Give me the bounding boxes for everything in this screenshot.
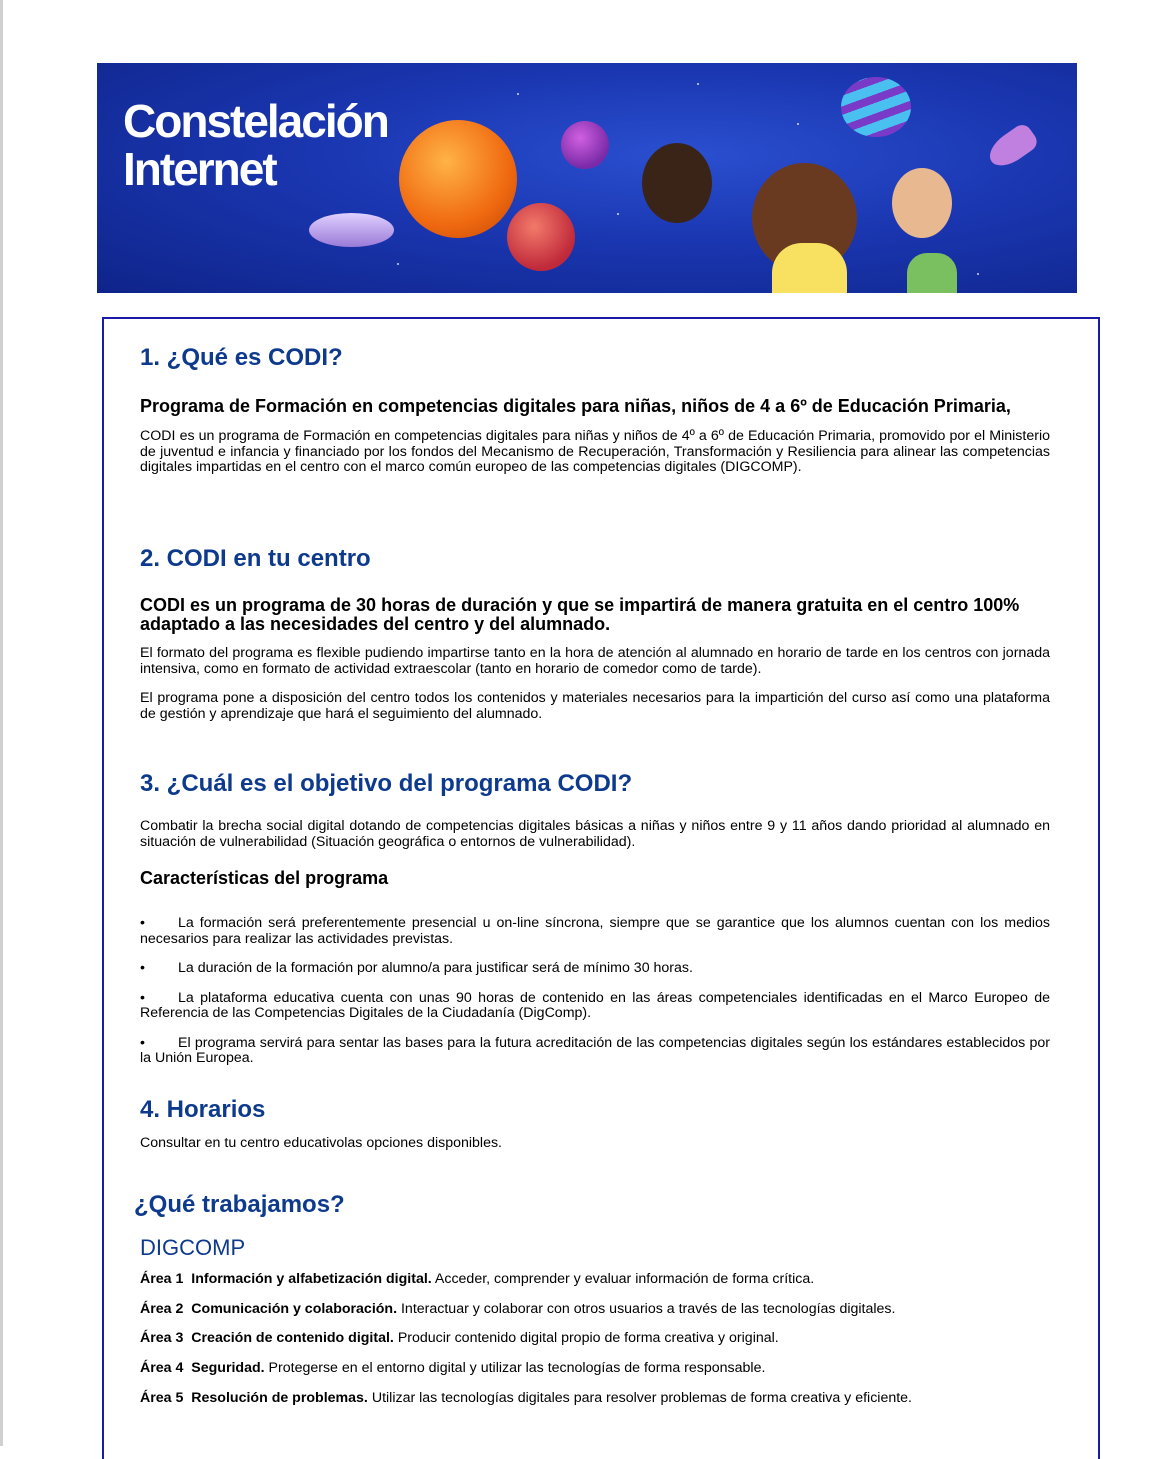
area-item: Área 4 Seguridad. Protegerse en el entorno digital y utilizar las tecnologías de forma responsable. <box>140 1360 766 1376</box>
section-2-paragraph: El programa pone a disposición del centro todos los contenidos y materiales necesarios para la impartición del curso así como una plataforma de gestión y aprendizaje que hará el seguimiento del alumnado. <box>140 690 1050 722</box>
area-item: Área 2 Comunicación y colaboración. Interactuar y colaborar con otros usuarios a través de las tecnologías digitales. <box>140 1301 896 1317</box>
characteristics-heading: Características del programa <box>140 868 389 888</box>
list-item: • La plataforma educativa cuenta con unas 90 horas de contenido en las áreas competenciales identificadas en el Marco Europeo de Referencia de las Competencias Digitales de la Ciudadanía (DigComp). <box>140 989 1050 1021</box>
area-item: Área 3 Creación de contenido digital. Producir contenido digital propio de forma creativa y original. <box>140 1330 779 1346</box>
list-item: • La duración de la formación por alumno/a para justificar será de mínimo 30 horas. <box>140 960 693 976</box>
list-item: • La formación será preferentemente presencial u on-line síncrona, siempre que se garantice que los alumnos cuentan con los medios necesarios para realizar las actividades previstas. <box>140 915 1050 947</box>
striped-planet-illustration <box>841 77 911 137</box>
section-2-heading: 2. CODI en tu centro <box>140 545 371 572</box>
banner-title: Constelación Internet <box>123 95 388 195</box>
rocket-illustration <box>983 121 1040 173</box>
section-1-body: CODI es un programa de Formación en competencias digitales para niñas y niños de 4º a 6º de Educación Primaria, promovido por el Ministerio de juventud e infancia y financiado por los fondos del Mecanismo de Recuperación, Transformación y Resiliencia para alinear las competencias digitales impartidas en el centro con el marco común europeo de las competencias digitales (DIGCOMP). <box>140 428 1050 475</box>
purple-planet-illustration <box>561 121 609 169</box>
section-1-heading: 1. ¿Qué es CODI? <box>140 344 343 371</box>
child-illustration-3 <box>892 168 952 238</box>
child-shirt-illustration <box>772 243 847 293</box>
page-edge <box>0 0 3 1446</box>
section-3-heading: 3. ¿Cuál es el objetivo del programa CODI? <box>140 770 633 797</box>
section-2-paragraph: El formato del programa es flexible pudiendo impartirse tanto en la hora de atención al alumnado en horario de tarde en los centros con jornada intensiva, como en formato de actividad extraescolar (tanto en horario de comedor como de tarde). <box>140 645 1050 677</box>
child-shirt-illustration <box>907 253 957 293</box>
content-frame <box>102 317 1100 1459</box>
red-planet-illustration <box>507 203 575 271</box>
section-2-subtitle: CODI es un programa de 30 horas de duración y que se impartirá de manera gratuita en el centro 100% adaptado a las necesidades del centro y del alumnado. <box>140 595 1020 634</box>
header-banner <box>97 63 1077 293</box>
ufo-illustration <box>309 213 394 247</box>
section-4-heading: 4. Horarios <box>140 1096 266 1123</box>
section-5-heading: ¿Qué trabajamos? <box>134 1191 345 1218</box>
area-item: Área 1 Información y alfabetización digital. Acceder, comprender y evaluar información de forma crítica. <box>140 1271 815 1287</box>
section-4-body: Consultar en tu centro educativolas opciones disponibles. <box>140 1135 503 1151</box>
area-item: Área 5 Resolución de problemas. Utilizar las tecnologías digitales para resolver problemas de forma creativa y eficiente. <box>140 1390 912 1406</box>
section-1-subtitle: Programa de Formación en competencias digitales para niñas, niños de 4 a 6º de Educación Primaria, <box>140 396 1011 416</box>
orange-planet-illustration <box>399 120 517 238</box>
digcomp-heading: DIGCOMP <box>140 1235 246 1260</box>
section-3-body: Combatir la brecha social digital dotando de competencias digitales básicas a niñas y niños entre 9 y 11 años dando prioridad al alumnado en situación de vulnerabilidad (Situación geográfica o entornos de vulnerabilidad). <box>140 818 1050 850</box>
list-item: • El programa servirá para sentar las bases para la futura acreditación de las competencias digitales según los estándares establecidos por la Unión Europea. <box>140 1034 1050 1066</box>
child-illustration-1 <box>642 143 712 223</box>
